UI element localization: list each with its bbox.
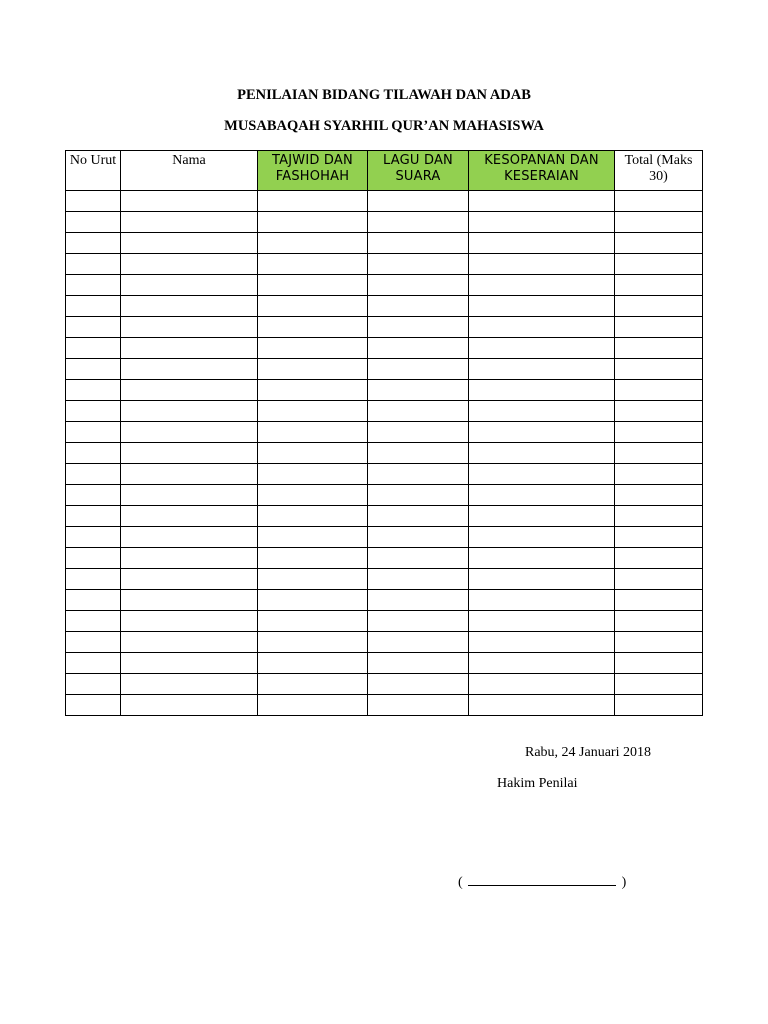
table-cell [66,548,121,569]
table-cell [121,590,258,611]
table-cell [258,464,368,485]
table-row [66,569,703,590]
table-cell [469,695,615,716]
table-cell [615,212,703,233]
table-cell [258,254,368,275]
table-cell [368,632,469,653]
table-cell [121,485,258,506]
table-cell [368,653,469,674]
table-row [66,506,703,527]
table-cell [258,590,368,611]
table-cell [66,401,121,422]
table-row [66,296,703,317]
table-cell [66,653,121,674]
table-cell [469,443,615,464]
table-cell [66,590,121,611]
table-row [66,485,703,506]
table-cell [368,527,469,548]
table-cell [615,401,703,422]
table-cell [258,191,368,212]
table-cell [615,653,703,674]
table-cell [615,464,703,485]
table-cell [469,590,615,611]
table-cell [469,212,615,233]
table-row [66,632,703,653]
table-cell [368,317,469,338]
table-cell [469,233,615,254]
table-cell [469,191,615,212]
table-cell [469,380,615,401]
table-cell [121,191,258,212]
table-cell [469,422,615,443]
table-cell [469,674,615,695]
table-cell [121,380,258,401]
signature-line [468,871,616,886]
table-cell [615,296,703,317]
table-cell [368,296,469,317]
table-cell [121,275,258,296]
table-cell [469,401,615,422]
table-cell [615,359,703,380]
table-header-row [66,151,703,191]
table-cell [121,233,258,254]
table-cell [615,275,703,296]
table-row [66,527,703,548]
table-cell [66,338,121,359]
table-cell [469,632,615,653]
table-cell [66,569,121,590]
table-row [66,674,703,695]
table-cell [615,443,703,464]
table-cell [368,464,469,485]
table-cell [469,296,615,317]
table-cell [615,590,703,611]
table-cell [121,464,258,485]
table-cell [258,674,368,695]
table-cell [258,338,368,359]
table-cell [121,338,258,359]
table-row [66,590,703,611]
header-tajwid: TAJWID DAN FASHOHAH [258,151,368,191]
table-cell [615,233,703,254]
table-cell [368,548,469,569]
table-cell [615,380,703,401]
table-cell [368,674,469,695]
table-cell [258,485,368,506]
header-nama: Nama [121,151,258,191]
table-cell [368,569,469,590]
table-row [66,401,703,422]
table-cell [258,212,368,233]
table-cell [615,695,703,716]
table-cell [66,212,121,233]
table-cell [121,632,258,653]
document-subtitle: MUSABAQAH SYARHIL QUR’AN MAHASISWA [224,118,544,134]
table-cell [368,611,469,632]
table-cell [615,548,703,569]
table-cell [615,674,703,695]
table-cell [615,632,703,653]
table-cell [368,212,469,233]
table-cell [66,422,121,443]
table-cell [66,191,121,212]
table-cell [368,443,469,464]
table-cell [368,191,469,212]
table-cell [368,590,469,611]
table-cell [368,695,469,716]
table-cell [66,674,121,695]
table-cell [121,653,258,674]
table-cell [121,611,258,632]
table-cell [121,443,258,464]
table-cell [66,464,121,485]
table-cell [469,485,615,506]
table-cell [469,464,615,485]
table-cell [66,695,121,716]
table-cell [469,653,615,674]
table-cell [66,254,121,275]
table-row [66,611,703,632]
table-cell [368,338,469,359]
table-cell [615,317,703,338]
table-cell [258,296,368,317]
table-cell [615,506,703,527]
table-row [66,359,703,380]
table-cell [368,485,469,506]
table-cell [66,296,121,317]
table-cell [368,359,469,380]
table-cell [615,569,703,590]
table-cell [469,359,615,380]
table-body [66,191,703,716]
table-cell [258,695,368,716]
table-cell [368,233,469,254]
table-cell [66,380,121,401]
table-cell [469,275,615,296]
table-cell [121,422,258,443]
table-cell [469,548,615,569]
sign-open-paren: ( [458,875,463,890]
table-cell [66,611,121,632]
table-cell [121,359,258,380]
table-row [66,254,703,275]
table-cell [469,317,615,338]
table-cell [121,569,258,590]
table-cell [121,317,258,338]
table-cell [258,527,368,548]
table-cell [66,317,121,338]
table-cell [66,275,121,296]
table-cell [258,233,368,254]
table-cell [66,506,121,527]
table-row [66,443,703,464]
table-row [66,464,703,485]
table-row [66,233,703,254]
score-table [65,150,703,716]
table-cell [615,485,703,506]
table-cell [66,632,121,653]
table-cell [121,296,258,317]
table-cell [258,422,368,443]
table-cell [121,548,258,569]
table-cell [469,506,615,527]
table-row [66,275,703,296]
table-cell [258,359,368,380]
table-cell [121,401,258,422]
table-cell [258,317,368,338]
header-kesopanan: KESOPANAN DAN KESERAIAN [469,151,615,191]
table-row [66,212,703,233]
table-cell [469,569,615,590]
table-cell [368,254,469,275]
judge-label: Hakim Penilai [497,776,578,791]
table-cell [368,401,469,422]
table-cell [121,212,258,233]
table-row [66,548,703,569]
table-cell [258,443,368,464]
table-cell [66,485,121,506]
table-cell [258,380,368,401]
table-cell [258,506,368,527]
header-lagu: LAGU DAN SUARA [368,151,469,191]
table-cell [615,527,703,548]
table-row [66,191,703,212]
table-cell [121,254,258,275]
table-cell [615,611,703,632]
table-cell [368,275,469,296]
table-cell [368,422,469,443]
table-cell [615,191,703,212]
table-row [66,695,703,716]
table-cell [258,653,368,674]
table-cell [258,632,368,653]
table-cell [258,401,368,422]
document-title: PENILAIAN BIDANG TILAWAH DAN ADAB [237,87,531,103]
table-cell [368,506,469,527]
table-row [66,380,703,401]
table-cell [258,548,368,569]
table-cell [469,338,615,359]
table-row [66,338,703,359]
table-cell [258,569,368,590]
table-cell [469,254,615,275]
table-cell [66,359,121,380]
table-cell [469,527,615,548]
table-cell [258,611,368,632]
table-cell [121,506,258,527]
table-cell [368,380,469,401]
table-cell [66,443,121,464]
table-cell [121,674,258,695]
signature-area [458,871,626,891]
table-cell [121,527,258,548]
table-cell [469,611,615,632]
header-no-urut: No Urut [66,151,121,191]
header-total: Total (Maks 30) [615,151,703,191]
table-row [66,653,703,674]
table-cell [615,338,703,359]
table-cell [66,527,121,548]
table-row [66,317,703,338]
table-cell [258,275,368,296]
date-text: Rabu, 24 Januari 2018 [525,745,651,760]
table-cell [121,695,258,716]
table-cell [615,254,703,275]
table-cell [66,233,121,254]
table-cell [615,422,703,443]
sign-close-paren: ) [621,875,627,890]
table-row [66,422,703,443]
